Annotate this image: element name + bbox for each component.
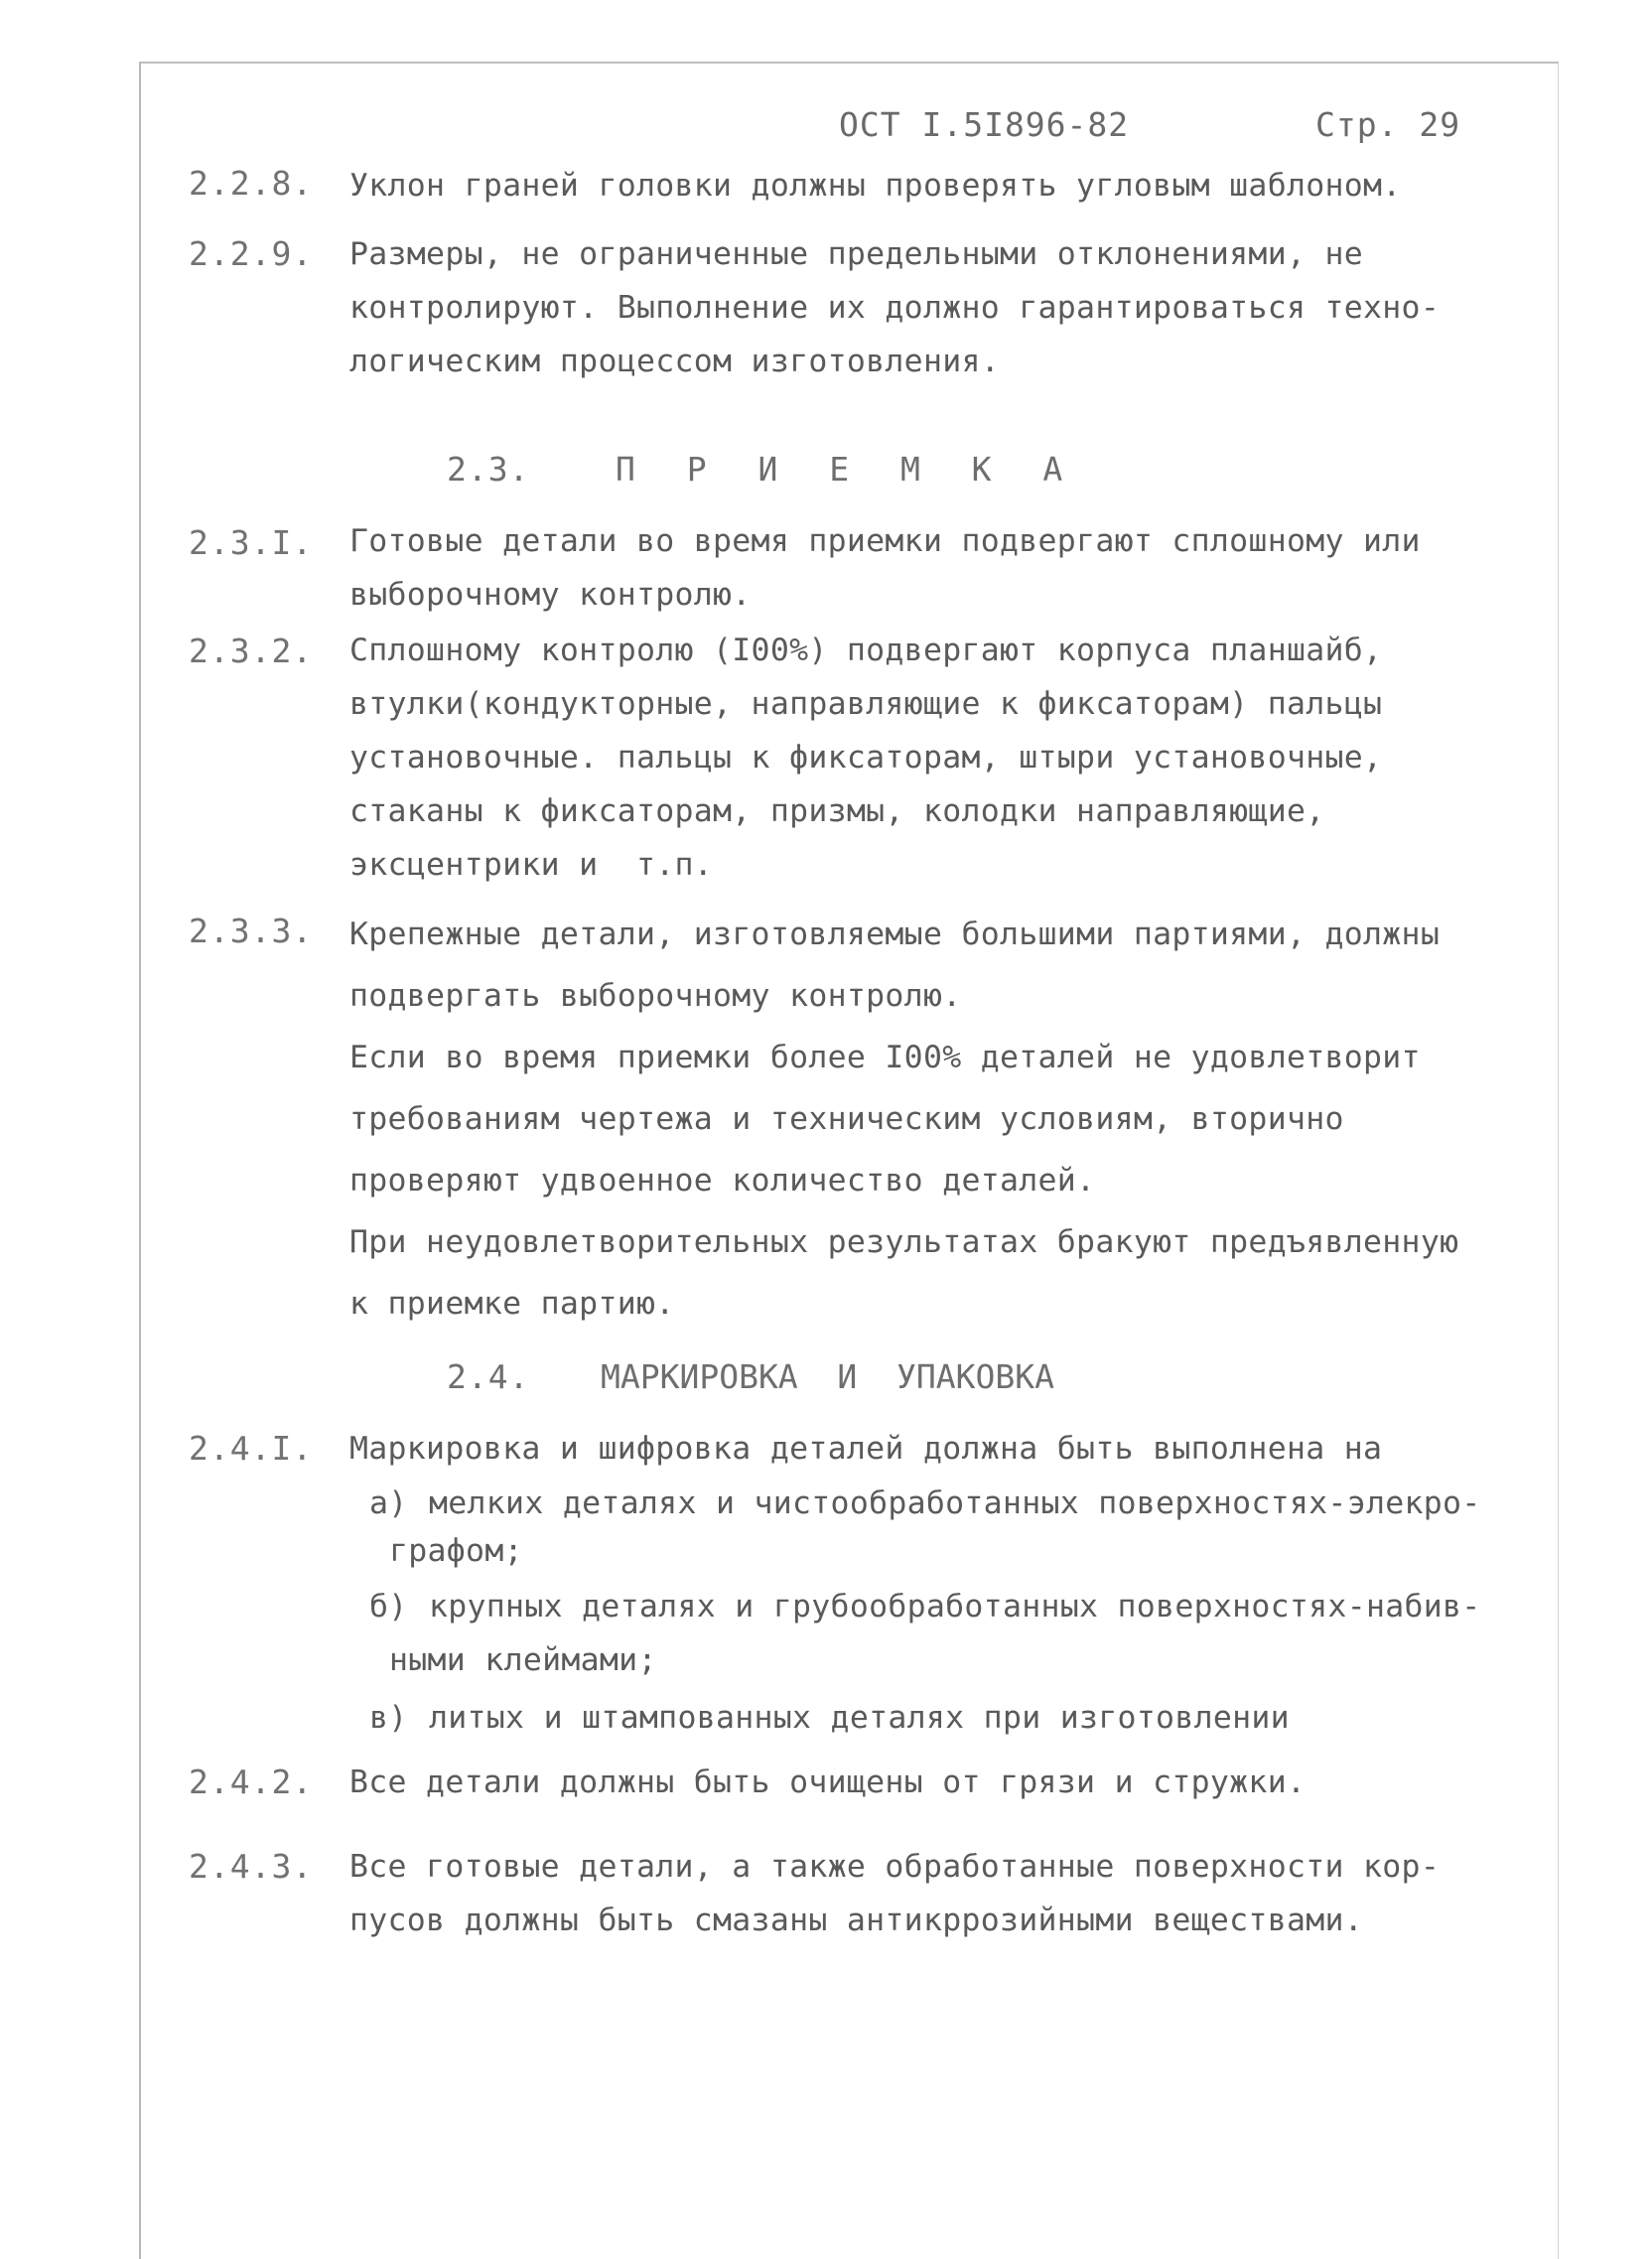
section-title: МАРКИРОВКА И УПАКОВКА [601, 1357, 1054, 1396]
clause-text: Все детали должны быть очищены от грязи и стружки. [349, 1765, 1307, 1800]
clause-text: Крепежные детали, изготовляемые большими партиями, должны подвергать выборочному контролю. Если во время приемки более I00% деталей не удовлетворит требованиям чертежа и техническим условиям, вторично проверяют удвоенное количество деталей. При неудовлетворительных результатах бракуют предъявленную к приемке партию. [349, 917, 1459, 1322]
clause-number: 2.3.2. [189, 632, 314, 670]
clause-number: 2.2.9. [189, 234, 314, 273]
list-marker: в) [369, 1700, 408, 1736]
clause-number: 2.3.I. [189, 523, 314, 562]
clause-text: Размеры, не ограниченные предельными отклонениями, не контролируют. Выполнение их должно гарантироваться техно- логическим процессом изготовления. [349, 236, 1441, 379]
clause-text: Уклон граней головки должны проверять угловым шаблоном. [349, 168, 1402, 204]
list-item-text: мелких деталях и чистообработанных поверхностях-элекро- [429, 1485, 1481, 1521]
clause-number: 2.4.2. [189, 1763, 314, 1801]
clause-text: Готовые детали во время приемки подвергают сплошному или выборочному контролю. [349, 523, 1421, 613]
list-marker: а) [369, 1485, 408, 1521]
clause-number: 2.3.3. [189, 912, 314, 950]
document-code: ОСТ I.5I896-82 [839, 105, 1130, 144]
clause-number: 2.2.8. [189, 164, 314, 203]
section-number: 2.4. [447, 1357, 530, 1396]
list-item-text: литых и штампованных деталях при изготовлении [429, 1700, 1290, 1736]
clause-number: 2.4.3. [189, 1847, 314, 1886]
list-item-continuation: графом; [389, 1533, 523, 1569]
clause-text: Все готовые детали, а также обработанные поверхности кор- пусов должны быть смазаны антикррозийными веществами. [349, 1849, 1441, 1938]
list-marker: б) [369, 1589, 408, 1624]
clause-number: 2.4.I. [189, 1429, 314, 1468]
list-item-text: крупных деталях и грубообработанных поверхностях-набив- [429, 1589, 1481, 1624]
list-item-continuation: ными клеймами; [389, 1642, 657, 1678]
section-number: 2.3. [447, 450, 530, 489]
clause-text: Маркировка и шифровка деталей должна быть выполнена на [349, 1431, 1383, 1467]
clause-text: Сплошному контролю (I00%) подвергают корпуса планшайб, втулки(кондукторные, направляющие к фиксаторам) пальцы установочные. пальцы к фиксаторам, штыри установочные, стаканы к фиксаторам, призмы, колодки направляющие, эксцентрики и т.п. [349, 633, 1383, 883]
page-number: Стр. 29 [1315, 105, 1461, 144]
section-title: П Р И Е М К А [616, 450, 1079, 489]
